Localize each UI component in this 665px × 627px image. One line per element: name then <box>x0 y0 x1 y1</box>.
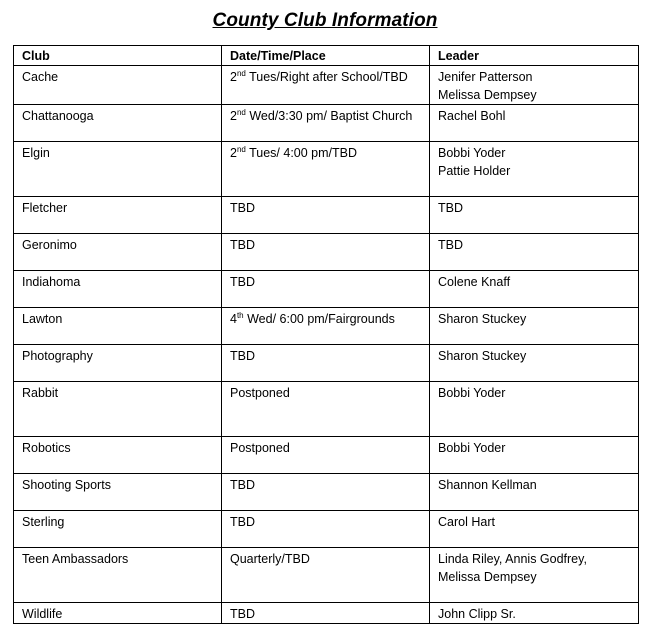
club-name: Cache <box>14 66 222 105</box>
club-leader: Sharon Stuckey <box>430 345 639 382</box>
table-row <box>14 142 639 197</box>
table-row <box>14 308 639 345</box>
club-name: Robotics <box>14 437 222 474</box>
club-datetime: Postponed <box>222 437 430 474</box>
club-leader: Linda Riley, Annis Godfrey, Melissa Dempsey <box>430 548 639 603</box>
club-leader: Bobbi Yoder <box>430 437 639 474</box>
club-leader: TBD <box>430 197 639 234</box>
table-row <box>14 603 639 624</box>
column-header-datetime: Date/Time/Place <box>222 46 430 66</box>
club-name: Indiahoma <box>14 271 222 308</box>
table-row <box>14 234 639 271</box>
club-name: Geronimo <box>14 234 222 271</box>
club-leader: Rachel Bohl <box>430 105 639 142</box>
club-name: Teen Ambassadors <box>14 548 222 603</box>
club-name: Elgin <box>14 142 222 197</box>
club-datetime: TBD <box>222 271 430 308</box>
table-row <box>14 271 639 308</box>
table-row <box>14 382 639 437</box>
table-row <box>14 197 639 234</box>
club-name: Wildlife <box>14 603 222 624</box>
club-datetime: TBD <box>222 234 430 271</box>
club-datetime: TBD <box>222 603 430 624</box>
club-name: Photography <box>14 345 222 382</box>
column-header-leader: Leader <box>430 46 639 66</box>
club-name: Lawton <box>14 308 222 345</box>
club-name: Rabbit <box>14 382 222 437</box>
club-leader: Jenifer Patterson Melissa Dempsey <box>430 66 639 105</box>
club-datetime: 2nd Wed/3:30 pm/ Baptist Church <box>222 105 430 142</box>
table-row <box>14 511 639 548</box>
table-row <box>14 345 639 382</box>
club-leader: Bobbi Yoder <box>430 382 639 437</box>
club-datetime: Quarterly/TBD <box>222 548 430 603</box>
table-header-row <box>14 46 639 66</box>
table-row <box>14 105 639 142</box>
club-datetime: 2nd Tues/Right after School/TBD <box>222 66 430 105</box>
club-leader: Shannon Kellman <box>430 474 639 511</box>
page-title: County Club Information <box>212 10 438 31</box>
club-datetime: TBD <box>222 345 430 382</box>
club-leader: Colene Knaff <box>430 271 639 308</box>
table-row <box>14 474 639 511</box>
club-name: Fletcher <box>14 197 222 234</box>
club-datetime: 2nd Tues/ 4:00 pm/TBD <box>222 142 430 197</box>
club-table <box>13 45 639 624</box>
club-datetime: Postponed <box>222 382 430 437</box>
club-datetime: TBD <box>222 511 430 548</box>
table-row <box>14 548 639 603</box>
club-datetime: 4th Wed/ 6:00 pm/Fairgrounds <box>222 308 430 345</box>
club-leader: Carol Hart <box>430 511 639 548</box>
table-row <box>14 437 639 474</box>
club-leader: John Clipp Sr. <box>430 603 639 624</box>
column-header-club: Club <box>14 46 222 66</box>
club-name: Chattanooga <box>14 105 222 142</box>
club-leader: Bobbi Yoder Pattie Holder <box>430 142 639 197</box>
club-name: Shooting Sports <box>14 474 222 511</box>
club-name: Sterling <box>14 511 222 548</box>
table-row <box>14 66 639 105</box>
club-leader: Sharon Stuckey <box>430 308 639 345</box>
club-datetime: TBD <box>222 474 430 511</box>
club-datetime: TBD <box>222 197 430 234</box>
club-leader: TBD <box>430 234 639 271</box>
